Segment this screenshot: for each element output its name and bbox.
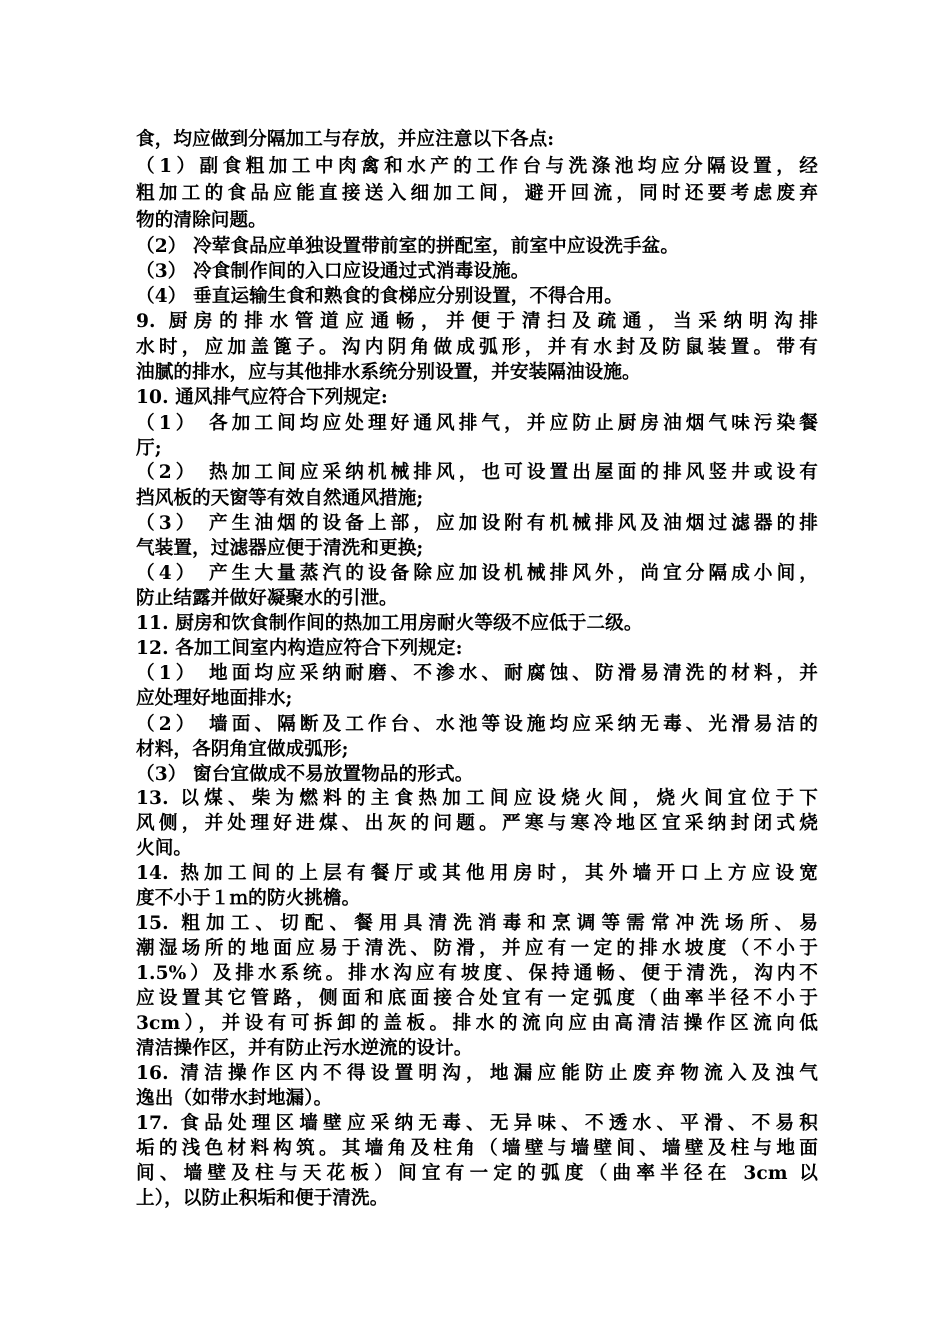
text-line: （2） 热加工间应采纳机械排风，也可设置出屋面的排风竖井或设有: [136, 462, 818, 483]
text-line: 应设置其它管路，侧面和底面接合处宜有一定弧度（曲率半径不小于: [136, 988, 818, 1009]
text-line: 应处理好地面排水;: [136, 688, 293, 709]
text-line: 水时，应加盖篦子。沟内阴角做成弧形，并有水封及防鼠装置。带有: [136, 337, 818, 358]
text-line: 火间。: [136, 838, 193, 859]
text-line: 间、墙壁及柱与天花板）间宜有一定的弧度（曲率半径在 3cm 以: [136, 1163, 818, 1184]
text-line: 厅;: [136, 438, 162, 459]
text-line: 物的清除问题。: [136, 210, 267, 231]
text-line: 9. 厨房的排水管道应通畅，并便于清扫及疏通，当采纳明沟排: [136, 311, 818, 332]
text-line: （4） 产生大量蒸汽的设备除应加设机械排风外，尚宜分隔成小间，: [136, 563, 818, 584]
text-line: 12. 各加工间室内构造应符合下列规定:: [136, 638, 463, 659]
text-line: 油腻的排水，应与其他排水系统分别设置，并安装隔油设施。: [136, 362, 641, 383]
text-line: （1） 各加工间均应处理好通风排气，并应防止厨房油烟气味污染餐: [136, 413, 818, 434]
text-line: 1.5%）及排水系统。排水沟应有坡度、保持通畅、便于清洗，沟内不: [136, 963, 818, 984]
text-line: 防止结露并做好凝聚水的引泄。: [136, 588, 398, 609]
text-line: 挡风板的天窗等有效自然通风措施;: [136, 488, 424, 509]
text-line: （3） 窗台宜做成不易放置物品的形式。: [136, 764, 474, 785]
text-line: 15. 粗加工、切配、餐用具清洗消毒和烹调等需常冲洗场所、易: [136, 913, 818, 934]
text-line: 上），以防止积垢和便于清洗。: [136, 1188, 389, 1209]
text-line: 材料，各阴角宜做成弧形;: [136, 739, 349, 760]
text-line: （2） 冷荤食品应单独设置带前室的拼配室，前室中应设洗手盆。: [136, 236, 680, 257]
text-line: 17. 食品处理区墙壁应采纳无毒、无异味、不透水、平滑、不易积: [136, 1113, 818, 1134]
text-line: 逸出（如带水封地漏）。: [136, 1088, 333, 1109]
text-line: 14. 热加工间的上层有餐厅或其他用房时，其外墙开口上方应设宽: [136, 863, 818, 884]
text-line: （2） 墙面、隔断及工作台、水池等设施均应采纳无毒、光滑易洁的: [136, 714, 818, 735]
text-line: （1） 地面均应采纳耐磨、不渗水、耐腐蚀、防滑易清洗的材料，并: [136, 663, 818, 684]
text-line: 潮湿场所的地面应易于清洗、防滑，并应有一定的排水坡度（不小于: [136, 938, 818, 959]
text-line: （1）副食粗加工中肉禽和水产的工作台与洗涤池均应分隔设置，经: [136, 156, 818, 177]
text-line: 风侧，并处理好进煤、出灰的问题。严寒与寒冷地区宜采纳封闭式烧: [136, 813, 818, 834]
text-line: 度不小于１ｍ的防火挑檐。: [136, 888, 361, 909]
text-line: 清洁操作区，并有防止污水逆流的设计。: [136, 1038, 473, 1059]
text-line: 11. 厨房和饮食制作间的热加工用房耐火等级不应低于二级。: [136, 613, 643, 634]
text-line: 10. 通风排气应符合下列规定:: [136, 387, 388, 408]
text-line: 16. 清洁操作区内不得设置明沟，地漏应能防止废弃物流入及浊气: [136, 1063, 818, 1084]
text-line: 垢的浅色材料构筑。其墙角及柱角（墙壁与墙壁间、墙壁及柱与地面: [136, 1138, 818, 1159]
text-line: 食，均应做到分隔加工与存放，并应注意以下各点:: [136, 129, 555, 150]
text-line: （3） 冷食制作间的入口应设通过式消毒设施。: [136, 261, 530, 282]
text-line: （4） 垂直运输生食和熟食的食梯应分别设置，不得合用。: [136, 286, 623, 307]
text-line: 13. 以煤、柴为燃料的主食热加工间应设烧火间，烧火间宜位于下: [136, 788, 818, 809]
text-line: 3cm），并设有可拆卸的盖板。排水的流向应由高清洁操作区流向低: [136, 1013, 818, 1034]
text-line: （3） 产生油烟的设备上部，应加设附有机械排风及油烟过滤器的排: [136, 513, 818, 534]
text-line: 粗加工的食品应能直接送入细加工间，避开回流，同时还要考虑废弃: [136, 183, 818, 204]
text-line: 气装置，过滤器应便于清洗和更换;: [136, 538, 424, 559]
